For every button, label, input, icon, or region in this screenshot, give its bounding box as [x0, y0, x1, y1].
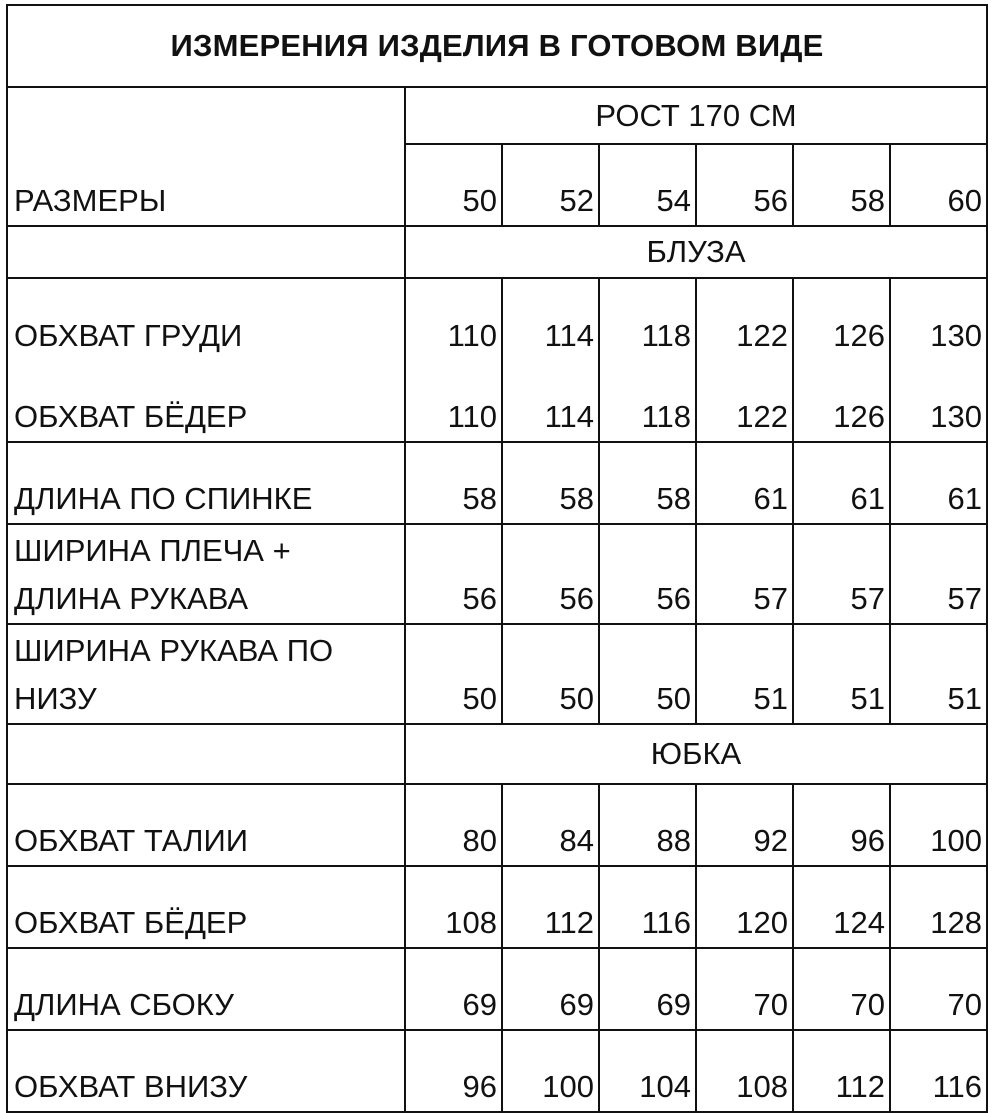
value-cell: 56: [599, 524, 696, 624]
row-label: ОБХВАТ ТАЛИИ: [7, 784, 405, 866]
value-cell: 126: [793, 360, 890, 442]
row-label: ОБХВАТ БЁДЕР: [7, 866, 405, 948]
value-cell: 61: [890, 442, 987, 524]
value-cell: 96: [405, 1030, 502, 1112]
measurements-table: [6, 4, 988, 1113]
value-cell: 108: [405, 866, 502, 948]
table-row: [7, 624, 987, 724]
value-cell: 126: [793, 278, 890, 360]
blank-cell: [7, 724, 405, 784]
value-cell: 110: [405, 360, 502, 442]
value-cell: 57: [793, 524, 890, 624]
value-cell: 51: [793, 624, 890, 724]
value-cell: 100: [890, 784, 987, 866]
value-cell: 96: [793, 784, 890, 866]
value-cell: 69: [599, 948, 696, 1030]
row-label-line: ДЛИНА РУКАВА: [14, 581, 249, 616]
value-cell: 88: [599, 784, 696, 866]
row-label-line: ШИРИНА ПЛЕЧА +: [14, 533, 291, 568]
value-cell: 100: [502, 1030, 599, 1112]
sizes-label: РАЗМЕРЫ: [7, 87, 405, 226]
value-cell: 114: [502, 360, 599, 442]
value-cell: 130: [890, 278, 987, 360]
value-cell: 92: [696, 784, 793, 866]
value-cell: 50: [405, 624, 502, 724]
height-label: РОСТ 170 СМ: [405, 87, 987, 144]
value-cell: 104: [599, 1030, 696, 1112]
value-cell: 70: [890, 948, 987, 1030]
table-row: [7, 948, 987, 1030]
value-cell: 70: [696, 948, 793, 1030]
value-cell: 116: [890, 1030, 987, 1112]
size-cell: 56: [696, 144, 793, 226]
row-label: ДЛИНА ПО СПИНКЕ: [7, 442, 405, 524]
value-cell: 124: [793, 866, 890, 948]
table-row: [7, 866, 987, 948]
table-row: [7, 1030, 987, 1112]
title-row: [7, 5, 987, 87]
blouse-section-row: [7, 226, 987, 278]
table-row: [7, 524, 987, 624]
skirt-section-row: [7, 724, 987, 784]
value-cell: 50: [599, 624, 696, 724]
value-cell: 56: [405, 524, 502, 624]
value-cell: 58: [599, 442, 696, 524]
table-row: [7, 360, 987, 442]
value-cell: 80: [405, 784, 502, 866]
blouse-section-label: БЛУЗА: [405, 226, 987, 278]
value-cell: 114: [502, 278, 599, 360]
value-cell: 118: [599, 360, 696, 442]
value-cell: 58: [502, 442, 599, 524]
value-cell: 69: [405, 948, 502, 1030]
table-title: ИЗМЕРЕНИЯ ИЗДЕЛИЯ В ГОТОВОМ ВИДЕ: [7, 5, 987, 87]
size-cell: 58: [793, 144, 890, 226]
value-cell: 128: [890, 866, 987, 948]
value-cell: 61: [793, 442, 890, 524]
value-cell: 130: [890, 360, 987, 442]
row-label-line: ШИРИНА РУКАВА ПО: [14, 633, 334, 668]
value-cell: 108: [696, 1030, 793, 1112]
size-cell: 54: [599, 144, 696, 226]
size-cell: 60: [890, 144, 987, 226]
value-cell: 112: [793, 1030, 890, 1112]
value-cell: 84: [502, 784, 599, 866]
value-cell: 61: [696, 442, 793, 524]
value-cell: 56: [502, 524, 599, 624]
row-label: [7, 524, 405, 624]
table-row: [7, 784, 987, 866]
value-cell: 122: [696, 278, 793, 360]
blank-cell: [7, 226, 405, 278]
value-cell: 116: [599, 866, 696, 948]
value-cell: 57: [890, 524, 987, 624]
size-cell: 50: [405, 144, 502, 226]
value-cell: 69: [502, 948, 599, 1030]
value-cell: 118: [599, 278, 696, 360]
value-cell: 51: [696, 624, 793, 724]
table-row: [7, 278, 987, 360]
row-label: ОБХВАТ ГРУДИ: [7, 278, 405, 360]
row-label: ДЛИНА СБОКУ: [7, 948, 405, 1030]
value-cell: 58: [405, 442, 502, 524]
value-cell: 57: [696, 524, 793, 624]
value-cell: 112: [502, 866, 599, 948]
value-cell: 70: [793, 948, 890, 1030]
row-label-line: НИЗУ: [14, 681, 97, 716]
row-label: ОБХВАТ ВНИЗУ: [7, 1030, 405, 1112]
value-cell: 51: [890, 624, 987, 724]
row-label: ОБХВАТ БЁДЕР: [7, 360, 405, 442]
value-cell: 122: [696, 360, 793, 442]
value-cell: 110: [405, 278, 502, 360]
value-cell: 50: [502, 624, 599, 724]
size-cell: 52: [502, 144, 599, 226]
value-cell: 120: [696, 866, 793, 948]
skirt-section-label: ЮБКА: [405, 724, 987, 784]
height-row: [7, 87, 987, 144]
table-row: [7, 442, 987, 524]
row-label: [7, 624, 405, 724]
